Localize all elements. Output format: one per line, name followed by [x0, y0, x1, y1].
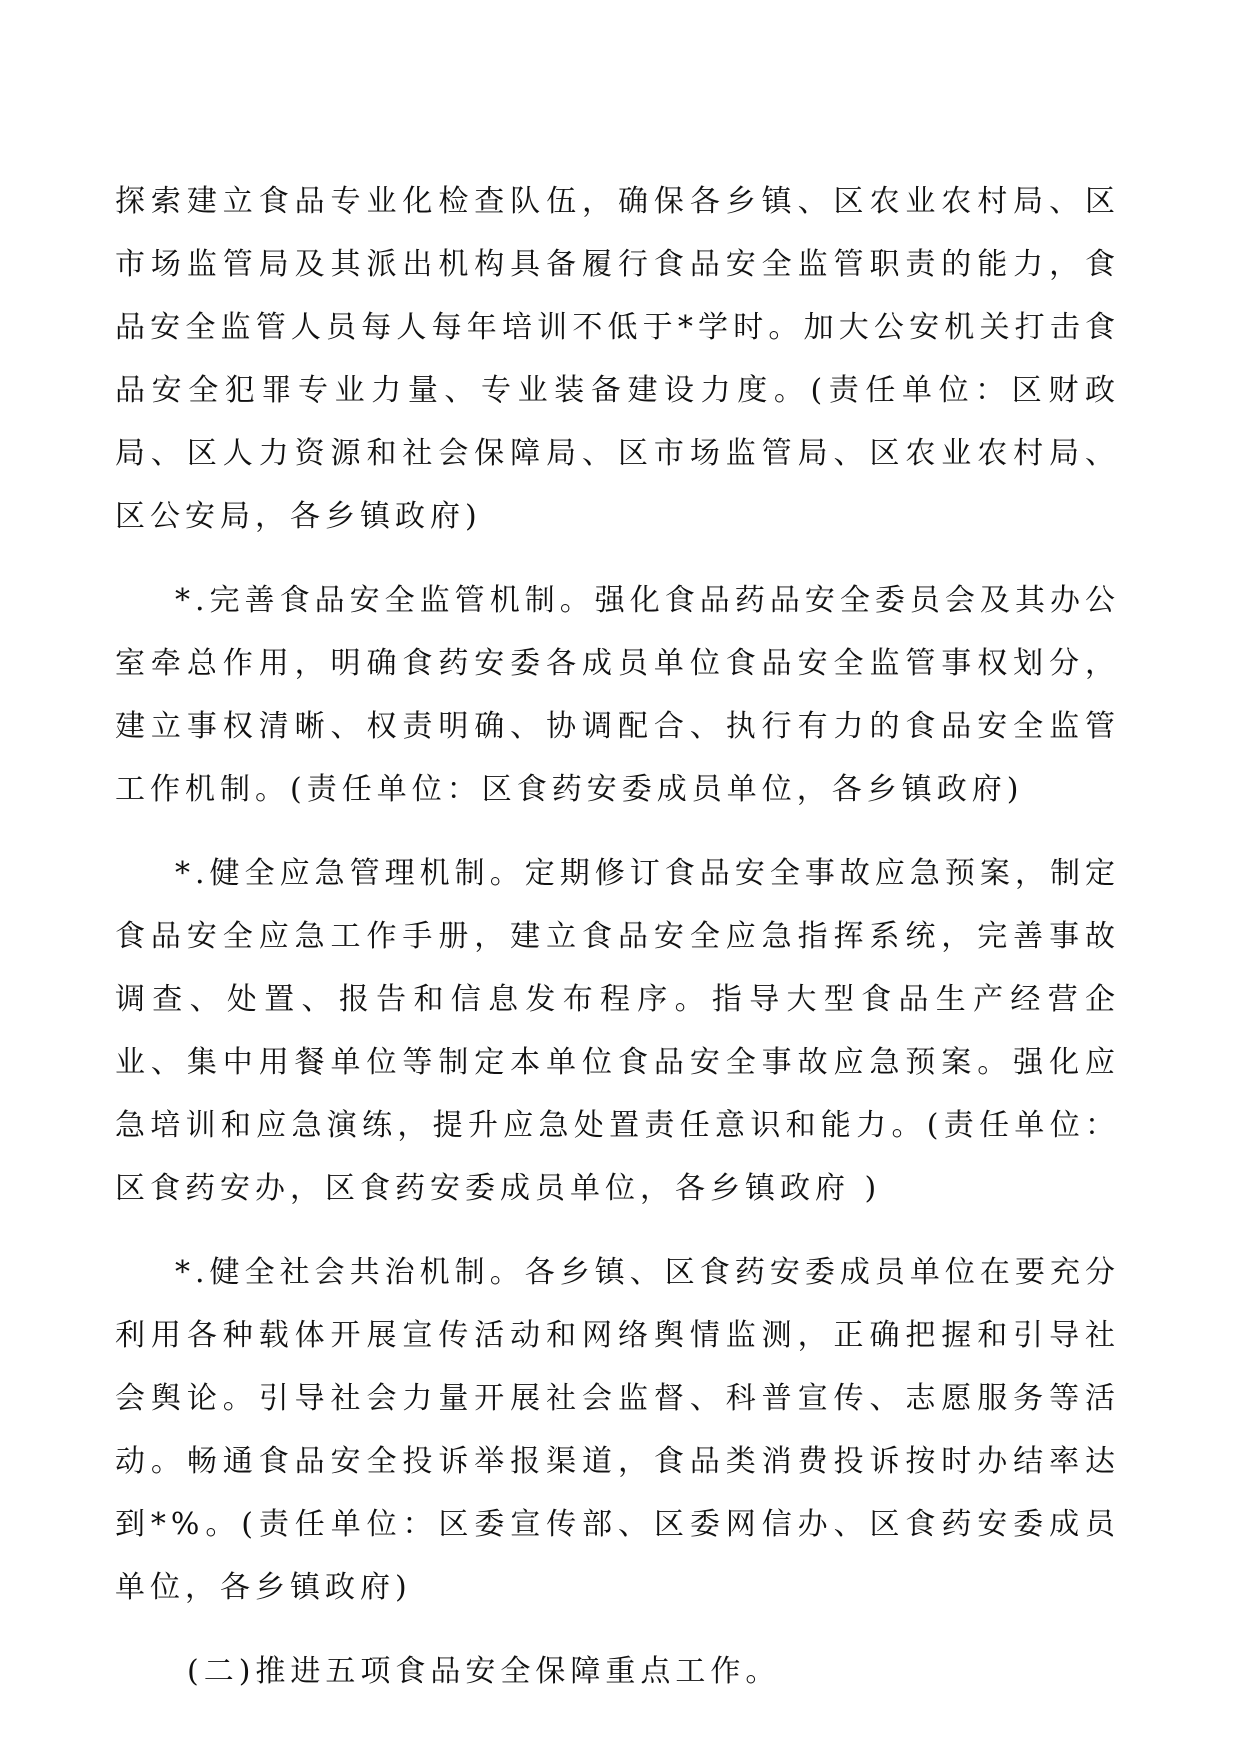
section-heading: (二)推进五项食品安全保障重点工作。	[187, 1654, 781, 1689]
paragraph-emergency-management: *.健全应急管理机制。定期修订食品安全事故应急预案，制定食品安全应急工作手册，建立食品安全应急指挥系统，完善事故调查、处置、报告和信息发布程序。指导大型食品生产经营企业、集中用餐单位等制定本单位食品安全事故应急预案。强化应急培训和应急演练，提升应急处置责任意识和能力。(责任单位：区食药安办，区食药安委成员单位，各乡镇政府 )	[115, 856, 1120, 1206]
paragraph-social-governance: *.健全社会共治机制。各乡镇、区食药安委成员单位在要充分利用各种载体开展宣传活动和网络舆情监测，正确把握和引导社会舆论。引导社会力量开展社会监督、科普宣传、志愿服务等活动。畅通食品安全投诉举报渠道，食品类消费投诉按时办结率达到*%。(责任单位：区委宣传部、区委网信办、区食药安委成员单位，各乡镇政府)	[115, 1255, 1120, 1605]
paragraph-food-inspection-team: 探索建立食品专业化检查队伍，确保各乡镇、区农业农村局、区市场监管局及其派出机构具备履行食品安全监管职责的能力，食品安全监管人员每人每年培训不低于*学时。加大公安机关打击食品安全犯罪专业力量、专业装备建设力度。(责任单位：区财政局、区人力资源和社会保障局、区市场监管局、区农业农村局、区公安局，各乡镇政府)	[115, 184, 1120, 534]
document-body	[115, 170, 1120, 1703]
paragraph-supervision-mechanism: *.完善食品安全监管机制。强化食品药品安全委员会及其办公室牵总作用，明确食药安委各成员单位食品安全监管事权划分，建立事权清晰、权责明确、协调配合、执行有力的食品安全监管工作机制。(责任单位：区食药安委成员单位，各乡镇政府)	[115, 583, 1120, 807]
